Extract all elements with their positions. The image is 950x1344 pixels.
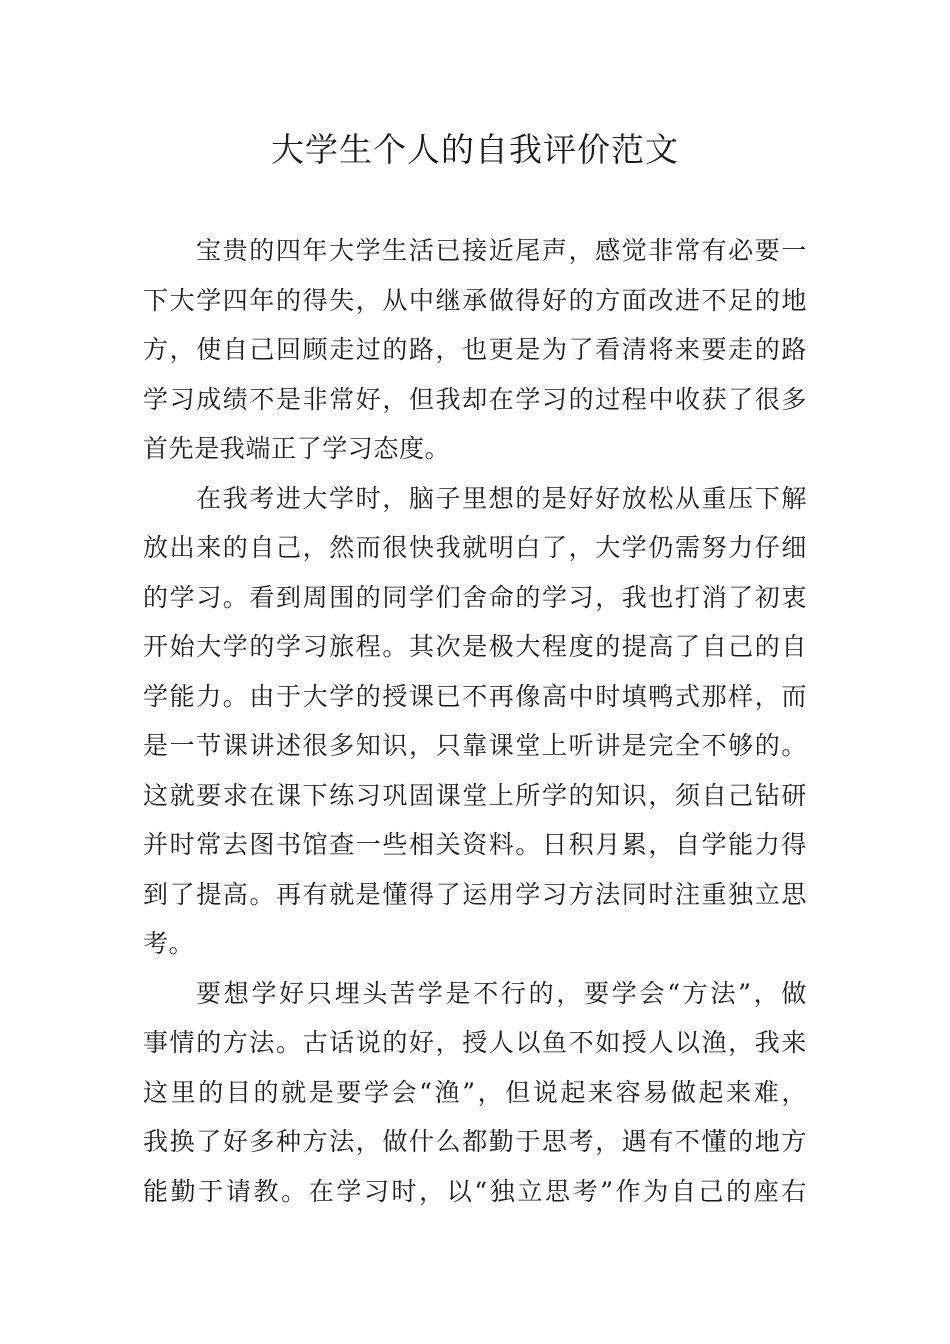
document-body: [143, 226, 807, 1216]
text-line: 下大学四年的得失，从中继承做得好的方面改进不足的地: [143, 285, 807, 315]
text-line: 这里的目的就是要学会“渔”，但说起来容易做起来难，: [143, 1077, 807, 1107]
text-line: 这就要求在课下练习巩固课堂上所学的知识，须自己钻研: [143, 780, 807, 810]
text-line: 的学习。看到周围的同学们舍命的学习，我也打消了初衷: [143, 582, 807, 612]
text-line: 是一节课讲述很多知识，只靠课堂上听讲是完全不够的。: [143, 731, 807, 760]
text-line: 能勤于请教。在学习时，以“独立思考”作为自己的座右: [143, 1176, 807, 1206]
text-line: 宝贵的四年大学生活已接近尾声，感觉非常有必要一: [196, 236, 807, 265]
text-line: 要想学好只埋头苦学是不行的，要学会“方法”，做: [196, 978, 807, 1008]
text-line: 我换了好多种方法，做什么都勤于思考，遇有不懂的地方: [143, 1127, 807, 1156]
text-line: 到了提高。再有就是懂得了运用学习方法同时注重独立思: [143, 879, 807, 909]
text-line: 方，使自己回顾走过的路，也更是为了看清将来要走的路: [143, 335, 807, 364]
text-line: 开始大学的学习旅程。其次是极大程度的提高了自己的自: [143, 632, 807, 661]
text-line: 考。: [143, 929, 195, 958]
text-line: 在我考进大学时，脑子里想的是好好放松从重压下解: [196, 483, 807, 513]
text-line: 学能力。由于大学的授课已不再像高中时填鸭式那样，而: [143, 681, 807, 711]
text-line: 放出来的自己，然而很快我就明白了，大学仍需努力仔细: [143, 533, 807, 562]
text-line: 学习成绩不是非常好，但我却在学习的过程中收获了很多: [143, 384, 807, 414]
text-line: 首先是我端正了学习态度。: [143, 434, 451, 463]
document-title: 大学生个人的自我评价范文: [271, 130, 679, 169]
text-line: 并时常去图书馆查一些相关资料。日积月累，自学能力得: [143, 830, 807, 859]
text-line: 事情的方法。古话说的好，授人以鱼不如授人以渔，我来: [143, 1028, 807, 1057]
